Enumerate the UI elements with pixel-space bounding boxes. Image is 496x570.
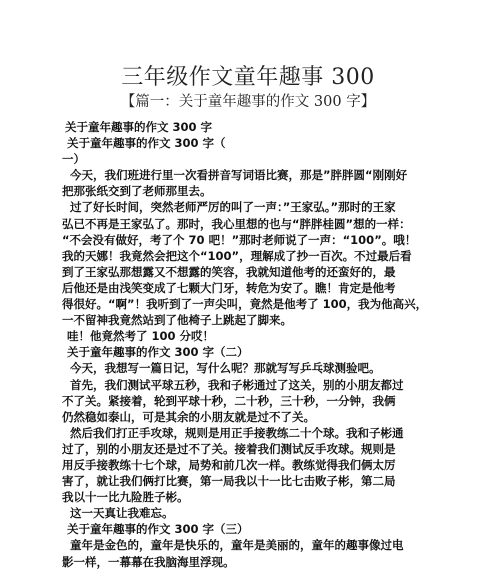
text-line: 童年是金色的，童年是快乐的，童年是美丽的，童年的趣事像过电 (70, 538, 404, 553)
text-line: 一） (62, 152, 85, 167)
text-line: 弘已不再是王家弘了。那时，我心里想的也与“胖胖桂圆”想的一样： (62, 216, 411, 231)
text-line: 一不留神我竟然站到了他椅子上跳起了脚来。 (62, 313, 292, 328)
text-line: 用反手接教练十七个球，局势和前几次一样。教练觉得我们俩太厉 (62, 457, 396, 472)
text-line: 过了，别的小朋友还是过不了关。接着我们测试反手攻球。规则是 (62, 441, 396, 456)
text-line: 害了，就让我们俩打比赛，第一局我以十一比七击败子彬，第二局 (62, 474, 396, 489)
text-line: 过了好长时间，突然老师严厉的叫了一声：”王家弘。”那时的王家 (70, 200, 396, 215)
text-line: 得很好。“啊”！我听到了一声尖叫，竟然是他考了 100，我为他高兴， (62, 297, 428, 312)
document-body (62, 119, 442, 570)
text-line: 把那张纸交到了老师那里去。 (62, 184, 212, 199)
text-line: 不了关。紧接着，轮到平球十秒，二十秒，三十秒，一分钟，我俩 (62, 393, 396, 408)
section-heading: 关于童年趣事的作文 300 字（ (67, 136, 226, 151)
text-line: 仍然稳如泰山，可是其余的小朋友就是过不了关。 (62, 409, 315, 424)
text-line: 这一天真让我难忘。 (70, 506, 174, 521)
text-line: 我以十一比九险胜子彬。 (62, 490, 189, 505)
text-line: “不会没有做好，考了个 70 吧！”那时老师说了一声：“100”。哦！ (62, 232, 417, 247)
document-title: 三年级作文童年趣事 300 (121, 65, 375, 90)
text-line: 后他还是由浅笑变成了七颗大门牙，转危为安了。瞧！肯定是他考 (62, 280, 396, 295)
document-subtitle: 【篇一：关于童年趣事的作文 300 字】 (120, 94, 376, 110)
section-heading: 关于童年趣事的作文 300 字（二） (67, 345, 249, 360)
text-line: 今天，我们班进行里一次看拼音写词语比赛，那是”胖胖圆“刚刚好 (70, 168, 408, 183)
text-line: 首先，我们测试平球五秒，我和子彬通过了这关，别的小朋友都过 (70, 377, 404, 392)
text-line: 影一样，一幕幕在我脑海里浮现。 (62, 554, 235, 569)
text-line: 今天，我想写一篇日记，写什么呢？那就写写乒乓球测验吧。 (70, 361, 381, 376)
text-line: 哇！他竟然考了 100 分哎！ (67, 329, 215, 344)
text-line: 到了王家弘那想露又不想露的笑容，我就知道他考的还蛮好的，最 (62, 264, 396, 279)
section-heading: 关于童年趣事的作文 300 字 (65, 120, 213, 134)
text-line: 我的天娜！我竟然会把这个“100”，理解成了抄一百次。不过最后看 (62, 248, 412, 263)
text-line: 然后我们打正手攻球，规则是用正手接教练二十个球。我和子彬通 (70, 425, 404, 440)
section-heading: 关于童年趣事的作文 300 字（三） (67, 522, 249, 537)
